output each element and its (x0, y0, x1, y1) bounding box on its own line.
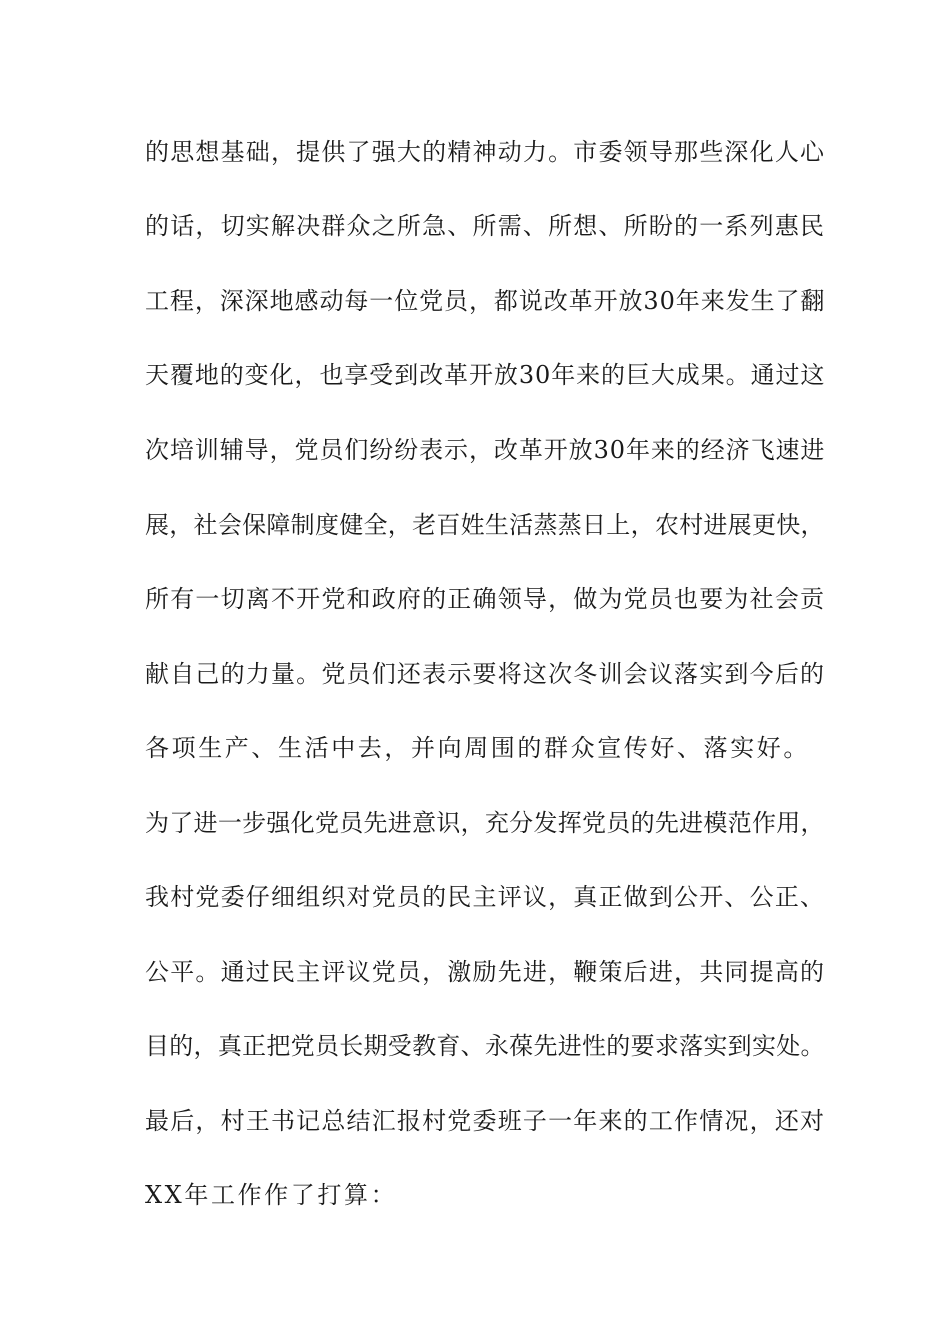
text-line: 次培训辅导，党员们纷纷表示，改革开放30年来的经济飞速进 (145, 436, 826, 464)
text-line: 我村党委仔细组织对党员的民主评议，真正做到公开、公正、 (145, 883, 826, 911)
text-line: 的思想基础，提供了强大的精神动力。市委领导那些深化人心 (145, 138, 826, 166)
text-line: 为了进一步强化党员先进意识，充分发挥党员的先进模范作用， (145, 809, 825, 837)
text-line: 展，社会保障制度健全，老百姓生活蒸蒸日上，农村进展更快， (145, 511, 825, 539)
text-line: 献自己的力量。党员们还表示要将这次冬训会议落实到今后的 (145, 660, 826, 688)
text-line: 最后，村王书记总结汇报村党委班子一年来的工作情况，还对 (145, 1107, 826, 1135)
text-line: 所有一切离不开党和政府的正确领导，做为党员也要为社会贡 (145, 585, 826, 613)
text-line: 目的，真正把党员长期受教育、永葆先进性的要求落实到实处。 (145, 1032, 825, 1060)
text-line: XX年工作作了打算： (145, 1181, 398, 1209)
text-line: 的话，切实解决群众之所急、所需、所想、所盼的一系列惠民 (145, 212, 826, 240)
text-line: 工程，深深地感动每一位党员，都说改革开放30年来发生了翻 (145, 287, 826, 315)
text-line: 各项生产、生活中去，并向周围的群众宣传好、落实好。 (145, 734, 810, 762)
text-line: 天覆地的变化，也享受到改革开放30年来的巨大成果。通过这 (145, 361, 826, 389)
text-line: 公平。通过民主评议党员，激励先进，鞭策后进，共同提高的 (145, 958, 826, 986)
